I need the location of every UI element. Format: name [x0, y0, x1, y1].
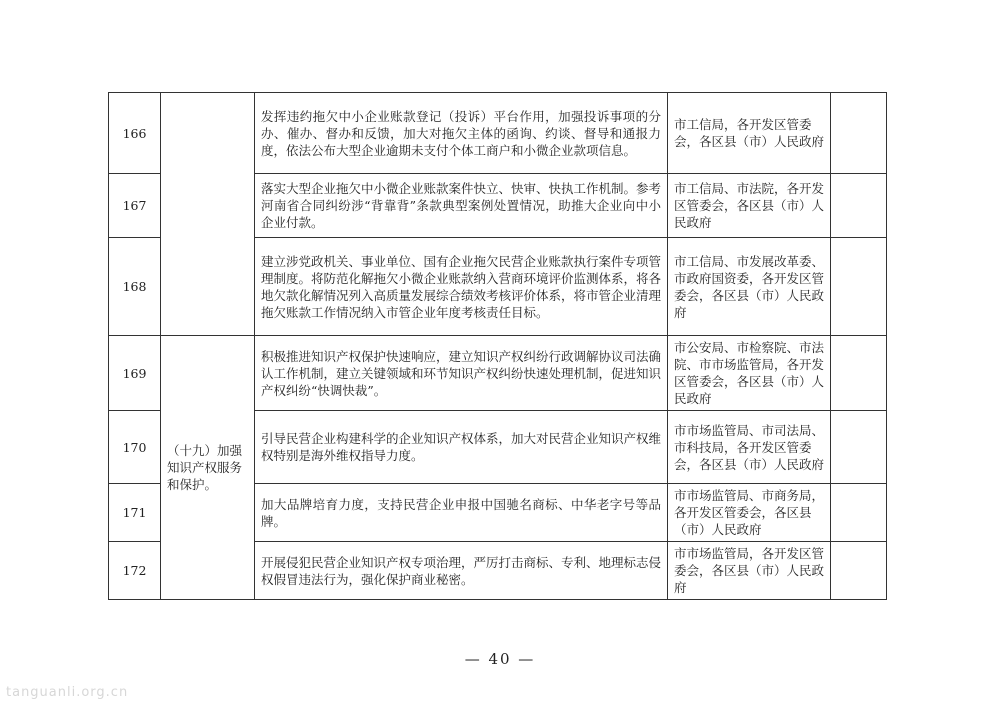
table-row	[109, 336, 887, 411]
responsible-units: 市市场监管局、市司法局、市科技局，各开发区管委会，各区县（市）人民政府	[668, 411, 831, 484]
table-row	[109, 93, 887, 174]
task-description: 开展侵犯民营企业知识产权专项治理，严厉打击商标、专利、地理标志侵权假冒违法行为，强化保护商业秘密。	[255, 542, 668, 600]
note-cell	[831, 542, 887, 600]
row-number: 166	[109, 93, 161, 174]
task-description: 发挥违约拖欠中小企业账款登记（投诉）平台作用，加强投诉事项的分办、催办、督办和反馈，加大对拖欠主体的函询、约谈、督导和通报力度，依法公布大型企业逾期未支付个体工商户和小微企业款项信息。	[255, 93, 668, 174]
responsible-units: 市工信局，各开发区管委会，各区县（市）人民政府	[668, 93, 831, 174]
note-cell	[831, 174, 887, 238]
responsible-units: 市工信局、市发展改革委、市政府国资委，各开发区管委会，各区县（市）人民政府	[668, 238, 831, 336]
note-cell	[831, 93, 887, 174]
responsible-units: 市市场监管局、市商务局，各开发区管委会，各区县（市）人民政府	[668, 484, 831, 542]
row-number: 170	[109, 411, 161, 484]
category-cell-ip-protection: （十九）加强知识产权服务和保护。	[161, 336, 255, 600]
task-description: 建立涉党政机关、事业单位、国有企业拖欠民营企业账款执行案件专项管理制度。将防范化解拖欠小微企业账款纳入营商环境评价监测体系，将各地欠款化解情况列入高质量发展综合绩效考核评价体系，将市管企业清理拖欠账款工作情况纳入市管企业年度考核责任目标。	[255, 238, 668, 336]
row-number: 169	[109, 336, 161, 411]
note-cell	[831, 336, 887, 411]
watermark-text: tanguanli.org.cn	[6, 685, 129, 700]
page-number: — 40 —	[464, 650, 536, 668]
responsible-units: 市市场监管局，各开发区管委会，各区县（市）人民政府	[668, 542, 831, 600]
task-description: 引导民营企业构建科学的企业知识产权体系，加大对民营企业知识产权维权特别是海外维权指导力度。	[255, 411, 668, 484]
task-description: 加大品牌培育力度，支持民营企业申报中国驰名商标、中华老字号等品牌。	[255, 484, 668, 542]
task-description: 落实大型企业拖欠中小微企业账款案件快立、快审、快执工作机制。参考河南省合同纠纷涉“背靠背”条款典型案例处置情况，助推大企业向中小企业付款。	[255, 174, 668, 238]
note-cell	[831, 411, 887, 484]
row-number: 171	[109, 484, 161, 542]
row-number: 172	[109, 542, 161, 600]
row-number: 167	[109, 174, 161, 238]
task-description: 积极推进知识产权保护快速响应，建立知识产权纠纷行政调解协议司法确认工作机制，建立关键领域和环节知识产权纠纷快速处理机制，促进知识产权纠纷“快调快裁”。	[255, 336, 668, 411]
row-number: 168	[109, 238, 161, 336]
responsible-units: 市公安局、市检察院、市法院、市市场监管局，各开发区管委会，各区县（市）人民政府	[668, 336, 831, 411]
note-cell	[831, 238, 887, 336]
responsible-units: 市工信局、市法院，各开发区管委会，各区县（市）人民政府	[668, 174, 831, 238]
category-cell-empty	[161, 93, 255, 336]
task-table	[108, 92, 887, 600]
note-cell	[831, 484, 887, 542]
